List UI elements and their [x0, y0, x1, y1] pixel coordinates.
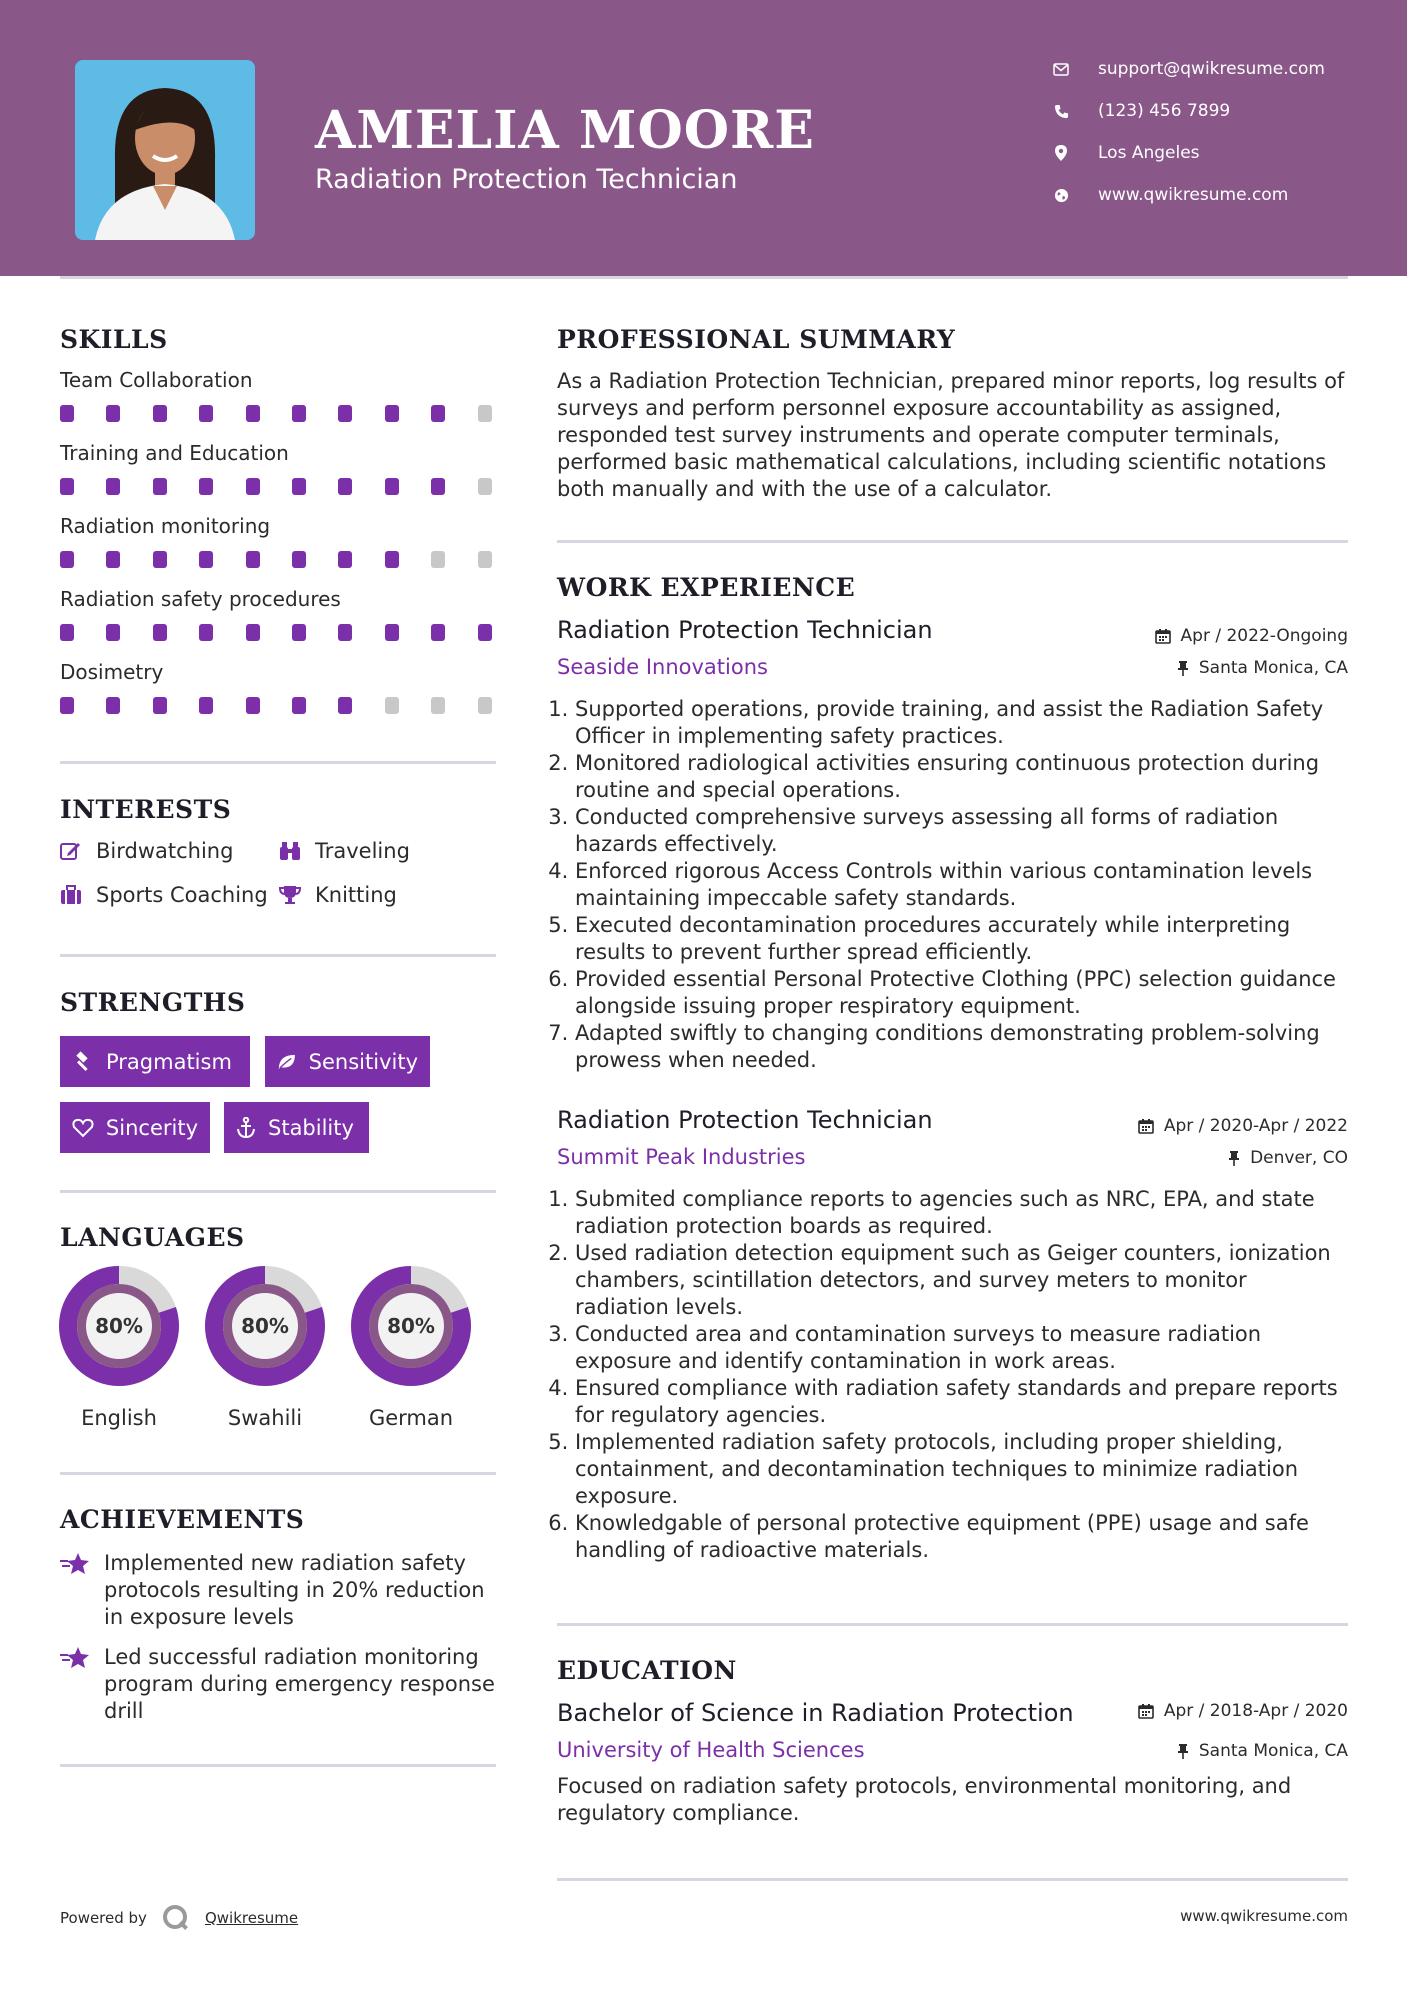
rating-dot-empty [478, 697, 492, 714]
job-dates-text: Apr / 2020-Apr / 2022 [1163, 1116, 1348, 1136]
envelope-icon [1052, 60, 1070, 78]
star-icon [60, 1550, 104, 1631]
contact-website[interactable] [1052, 185, 1288, 205]
language-progress-ring [203, 1264, 327, 1388]
job-bullet: 3. Conducted area and contamination surveys to measure radiation exposure and identify contamination in work areas. [575, 1321, 1347, 1375]
contact-phone-text: (123) 456 7899 [1098, 101, 1231, 121]
rating-dot-filled [292, 478, 306, 495]
rating-dot-filled [478, 624, 492, 641]
section-divider [60, 1190, 496, 1193]
job-location-text: Denver, CO [1250, 1148, 1348, 1168]
rating-dot-filled [199, 551, 213, 568]
rating-dot-filled [106, 551, 120, 568]
language-name: Swahili [227, 1406, 303, 1430]
education-dates [1138, 1701, 1348, 1721]
job-bullet: 5. Executed decontamination procedures accurately while interpreting results to prevent further spread efficiently. [575, 912, 1347, 966]
section-divider [557, 1623, 1348, 1626]
job-bullet: 7. Adapted swiftly to changing conditions demonstrating problem-solving prowess when needed. [575, 1020, 1347, 1074]
contact-location [1052, 143, 1200, 163]
job-bullet: 3. Conducted comprehensive surveys assessing all forms of radiation hazards effectively. [575, 804, 1347, 858]
rating-dot-filled [431, 405, 445, 422]
resume-header [0, 0, 1407, 276]
job-title: Radiation Protection Technician [557, 616, 933, 644]
rating-dot-filled [431, 624, 445, 641]
skill-name: Radiation safety procedures [60, 587, 341, 611]
rating-dot-filled [246, 624, 260, 641]
experience-heading: WORK EXPERIENCE [557, 573, 856, 602]
footer-website[interactable]: www.qwikresume.com [1180, 1907, 1348, 1925]
rating-dot-filled [338, 551, 352, 568]
star-icon [60, 1644, 104, 1725]
achievement-item [60, 1644, 500, 1725]
rating-dot-empty [478, 551, 492, 568]
profile-photo [75, 60, 255, 240]
job-title: Radiation Protection Technician [557, 1106, 933, 1134]
rating-dot-filled [338, 405, 352, 422]
education-location [1177, 1741, 1348, 1761]
rating-dot-filled [246, 551, 260, 568]
job-bullet: 5. Implemented radiation safety protocols, including proper shielding, containment, and decontamination techniques to minimize radiation exposure. [575, 1429, 1347, 1510]
gavel-icon [72, 1051, 94, 1073]
rating-dot-filled [292, 697, 306, 714]
language-item [203, 1264, 327, 1430]
rating-dot-filled [199, 405, 213, 422]
skill-rating [60, 697, 500, 714]
job-bullet: 1. Submited compliance reports to agencies such as NRC, EPA, and state radiation protection boards as required. [575, 1186, 1347, 1240]
achievement-item [60, 1550, 500, 1631]
skill-rating [60, 551, 500, 568]
calendar-icon [1155, 628, 1171, 644]
section-divider [60, 761, 496, 764]
job-dates-text: Apr / 2022-Ongoing [1180, 626, 1348, 646]
globe-icon [1052, 186, 1070, 204]
contact-email-text: support@qwikresume.com [1098, 59, 1325, 79]
section-divider [60, 1472, 496, 1475]
map-pin-icon [1052, 144, 1070, 162]
calendar-icon [1138, 1118, 1154, 1134]
header-divider [60, 276, 1348, 279]
qwikresume-link[interactable]: Qwikresume [204, 1909, 299, 1927]
interest-label: Birdwatching [96, 839, 234, 863]
strength-label: Sensitivity [308, 1049, 418, 1074]
interest-label: Knitting [315, 883, 397, 907]
rating-dot-filled [338, 697, 352, 714]
achievement-text: Implemented new radiation safety protocols resulting in 20% reduction in exposure levels [104, 1551, 485, 1629]
trophy-icon [279, 885, 301, 905]
rating-dot-filled [385, 624, 399, 641]
job-bullet: 6. Knowledgable of personal protective equipment (PPE) usage and safe handling of radioactive materials. [575, 1510, 1347, 1564]
strengths-heading: STRENGTHS [60, 988, 246, 1017]
strength-label: Sincerity [105, 1115, 198, 1140]
rating-dot-empty [431, 697, 445, 714]
language-progress-ring [57, 1264, 181, 1388]
education-description: Focused on radiation safety protocols, environmental monitoring, and regulatory compliance. [557, 1774, 1292, 1825]
job-dates [1155, 626, 1348, 646]
leaf-icon [277, 1052, 297, 1072]
qwikresume-logo-icon [161, 1903, 191, 1933]
summary-text: As a Radiation Protection Technician, prepared minor reports, log results of surveys and perform personnel exposure accountability as assigned, responded test survey instruments and operate computer terminals, performed basic mathematical calculations, including scientific notations both manually and with the use of a calculator. [557, 369, 1345, 501]
rating-dot-filled [199, 478, 213, 495]
language-item [349, 1264, 473, 1430]
job-bullet: 1. Supported operations, provide training, and assist the Radiation Safety Officer in implementing safety practices. [575, 696, 1347, 750]
rating-dot-filled [60, 478, 74, 495]
education-degree: Bachelor of Science in Radiation Protection [557, 1699, 1074, 1727]
rating-dot-filled [292, 624, 306, 641]
interests-heading: INTERESTS [60, 795, 232, 824]
skill-rating [60, 405, 500, 422]
rating-dot-filled [338, 478, 352, 495]
contact-phone[interactable] [1052, 101, 1230, 121]
interest-label: Sports Coaching [96, 883, 268, 907]
contact-location-text: Los Angeles [1098, 143, 1200, 163]
rating-dot-filled [153, 405, 167, 422]
rating-dot-empty [385, 697, 399, 714]
anchor-icon [236, 1117, 256, 1139]
skill-rating [60, 478, 500, 495]
job-bullet: 4. Enforced rigorous Access Controls within various contamination levels maintaining impeccable safety standards. [575, 858, 1347, 912]
rating-dot-filled [292, 405, 306, 422]
section-divider [557, 540, 1348, 543]
language-percent: 80% [387, 1314, 435, 1338]
section-divider [557, 1878, 1348, 1881]
powered-by-text: Powered by [60, 1909, 147, 1927]
skill-name: Dosimetry [60, 660, 164, 684]
interest-item [60, 839, 233, 863]
rating-dot-empty [478, 478, 492, 495]
job-bullets [557, 1186, 1347, 1564]
rating-dot-filled [153, 697, 167, 714]
job-bullet: 4. Ensured compliance with radiation safety standards and prepare reports for regulatory agencies. [575, 1375, 1347, 1429]
rating-dot-filled [60, 551, 74, 568]
phone-icon [1052, 102, 1070, 120]
calendar-icon [1138, 1703, 1154, 1719]
rating-dot-filled [153, 551, 167, 568]
rating-dot-filled [292, 551, 306, 568]
footer-powered-by [60, 1903, 298, 1933]
rating-dot-filled [153, 624, 167, 641]
rating-dot-empty [431, 551, 445, 568]
job-location [1177, 658, 1348, 678]
strength-chip [60, 1036, 250, 1087]
skill-name: Radiation monitoring [60, 514, 271, 538]
rating-dot-filled [199, 624, 213, 641]
candidate-role: Radiation Protection Technician [315, 164, 738, 195]
achievements-heading: ACHIEVEMENTS [60, 1505, 305, 1534]
rating-dot-filled [338, 624, 352, 641]
language-progress-ring [349, 1264, 473, 1388]
contact-website-text: www.qwikresume.com [1098, 185, 1289, 205]
rating-dot-filled [385, 478, 399, 495]
interest-item [279, 883, 397, 907]
job-company: Summit Peak Industries [557, 1145, 806, 1169]
rating-dot-filled [106, 478, 120, 495]
interest-label: Traveling [315, 839, 410, 863]
language-percent: 80% [95, 1314, 143, 1338]
job-bullets [557, 696, 1347, 1074]
briefcase-icon [60, 885, 82, 905]
rating-dot-filled [60, 697, 74, 714]
education-school: University of Health Sciences [557, 1738, 865, 1762]
section-divider [60, 1764, 496, 1767]
job-bullet: 2. Used radiation detection equipment such as Geiger counters, ionization chambers, scintillation detectors, and survey meters to monitor radiation levels. [575, 1240, 1347, 1321]
job-company: Seaside Innovations [557, 655, 768, 679]
pushpin-icon [1228, 1150, 1240, 1166]
rating-dot-filled [385, 551, 399, 568]
skill-name: Team Collaboration [60, 368, 253, 392]
job-location [1228, 1148, 1348, 1168]
rating-dot-filled [246, 478, 260, 495]
rating-dot-filled [106, 405, 120, 422]
strength-chip [224, 1102, 369, 1153]
skill-name: Training and Education [60, 441, 289, 465]
rating-dot-filled [199, 697, 213, 714]
rating-dot-filled [60, 405, 74, 422]
language-item [57, 1264, 181, 1430]
strength-chip [265, 1036, 430, 1087]
skills-heading: SKILLS [60, 325, 168, 354]
rating-dot-filled [246, 405, 260, 422]
section-divider [60, 954, 496, 957]
edit-icon [60, 841, 82, 861]
binoculars-icon [279, 841, 301, 861]
job-location-text: Santa Monica, CA [1198, 658, 1348, 678]
achievement-text: Led successful radiation monitoring program during emergency response drill [104, 1645, 495, 1723]
rating-dot-filled [153, 478, 167, 495]
language-percent: 80% [241, 1314, 289, 1338]
rating-dot-filled [106, 697, 120, 714]
education-location-text: Santa Monica, CA [1198, 1741, 1348, 1761]
interest-item [60, 883, 268, 907]
heart-icon [72, 1118, 94, 1138]
rating-dot-filled [106, 624, 120, 641]
education-dates-text: Apr / 2018-Apr / 2020 [1163, 1701, 1348, 1721]
pushpin-icon [1177, 1743, 1189, 1759]
job-bullet: 6. Provided essential Personal Protective Clothing (PPC) selection guidance alongside issuing proper respiratory equipment. [575, 966, 1347, 1020]
language-name: German [368, 1406, 454, 1430]
job-dates [1138, 1116, 1348, 1136]
strength-label: Stability [268, 1115, 354, 1140]
candidate-name: AMELIA MOORE [315, 100, 815, 161]
strength-label: Pragmatism [106, 1049, 232, 1074]
skill-rating [60, 624, 500, 641]
education-heading: EDUCATION [557, 1656, 737, 1685]
rating-dot-filled [60, 624, 74, 641]
strength-chip [60, 1102, 210, 1153]
rating-dot-filled [246, 697, 260, 714]
job-bullet: 2. Monitored radiological activities ensuring continuous protection during routine and special operations. [575, 750, 1347, 804]
pushpin-icon [1177, 660, 1189, 676]
rating-dot-empty [478, 405, 492, 422]
contact-email[interactable] [1052, 59, 1325, 79]
interest-item [279, 839, 410, 863]
summary-heading: PROFESSIONAL SUMMARY [557, 325, 956, 354]
rating-dot-filled [431, 478, 445, 495]
rating-dot-filled [385, 405, 399, 422]
languages-heading: LANGUAGES [60, 1223, 245, 1252]
language-name: English [81, 1406, 157, 1430]
